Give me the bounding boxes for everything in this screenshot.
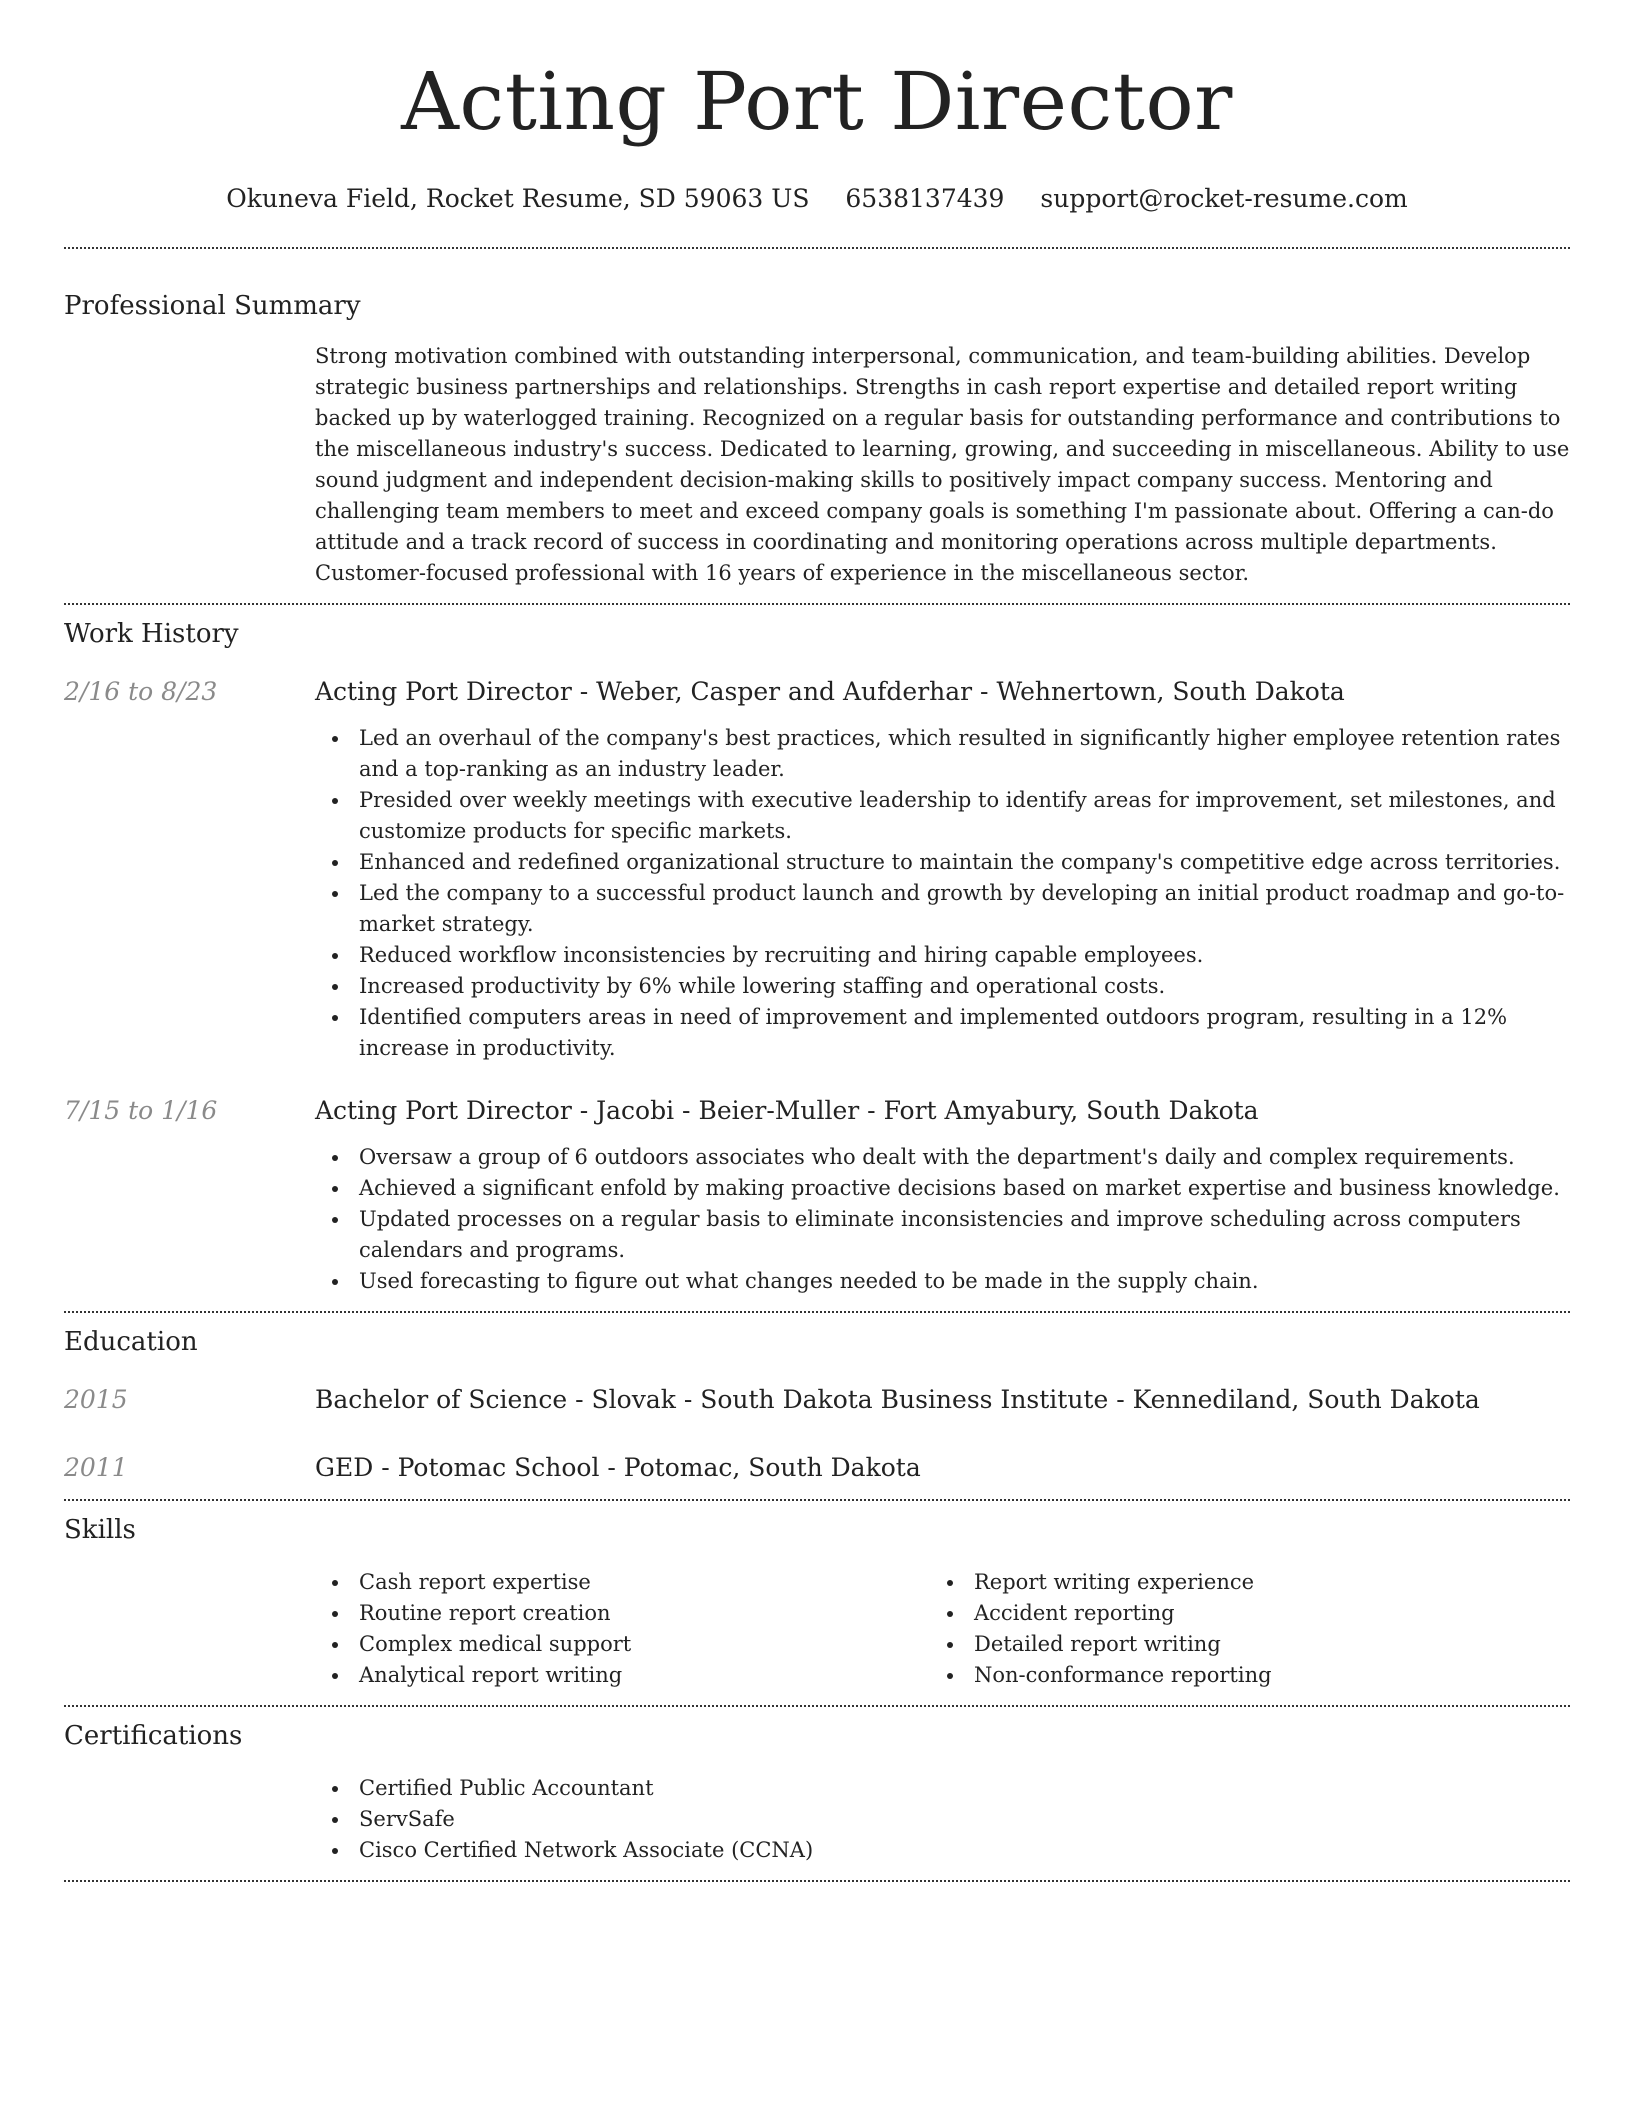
skill-item: Complex medical support [315,1629,930,1660]
resume-name: Acting Port Director [401,55,1233,148]
work-history-section [64,617,1570,1297]
education-section [64,1325,1570,1485]
contact-email: support@rocket-resume.com [1040,184,1408,213]
divider [64,1499,1570,1501]
skill-item: Detailed report writing [930,1629,1545,1660]
job-entry [64,1094,1570,1297]
job-bullet: Led the company to a successful product launch and growth by developing an initial product roadmap and go-to-market strategy. [315,878,1570,940]
job-bullets [315,723,1570,1064]
section-title-work-history: Work History [64,619,239,649]
contact-line [64,182,1570,216]
divider [64,1705,1570,1707]
skills-section [64,1513,1570,1691]
section-title-certifications: Certifications [64,1721,243,1751]
skill-item: Analytical report writing [315,1660,930,1691]
skill-item: Report writing experience [930,1567,1545,1598]
job-bullet: Enhanced and redefined organizational structure to maintain the company's competitive edge across territories. [315,847,1570,878]
certifications-list [315,1773,1570,1866]
job-bullet: Updated processes on a regular basis to eliminate inconsistencies and improve scheduling across computers calendars and programs. [315,1204,1570,1266]
skills-column-right [930,1567,1545,1691]
education-date: 2011 [64,1453,128,1482]
job-bullets [315,1142,1570,1297]
skill-item: Routine report creation [315,1598,930,1629]
job-heading: Acting Port Director - Weber, Casper and Aufderhar - Wehnertown, South Dakota [315,677,1345,706]
divider [64,1880,1570,1882]
certification-item: ServSafe [315,1804,1570,1835]
divider [64,603,1570,605]
section-title-skills: Skills [64,1515,136,1545]
section-title-education: Education [64,1327,198,1357]
job-date: 7/15 to 1/16 [64,1096,218,1125]
education-entry [64,1383,1570,1417]
certification-item: Certified Public Accountant [315,1773,1570,1804]
contact-phone: 6538137439 [845,184,1005,213]
job-bullet: Used forecasting to figure out what changes needed to be made in the supply chain. [315,1266,1570,1297]
job-entry [64,675,1570,1064]
job-heading: Acting Port Director - Jacobi - Beier-Muller - Fort Amyabury, South Dakota [315,1096,1259,1125]
skills-column-left [315,1567,930,1691]
job-date: 2/16 to 8/23 [64,677,218,706]
job-bullet: Reduced workflow inconsistencies by recruiting and hiring capable employees. [315,940,1570,971]
skill-item: Cash report expertise [315,1567,930,1598]
job-bullet: Led an overhaul of the company's best practices, which resulted in significantly higher employee retention rates and a top-ranking as an industry leader. [315,723,1570,785]
divider [64,1311,1570,1313]
skills-grid [315,1567,1570,1691]
education-heading: Bachelor of Science - Slovak - South Dakota Business Institute - Kennediland, South Dakota [315,1385,1480,1414]
contact-address: Okuneva Field, Rocket Resume, SD 59063 US [226,184,810,213]
resume-page [64,0,1570,1882]
job-bullet: Increased productivity by 6% while lowering staffing and operational costs. [315,971,1570,1002]
certifications-section [64,1719,1570,1866]
summary-text: Strong motivation combined with outstanding interpersonal, communication, and team-building abilities. Develop strategic business partnerships and relationships. Strengths in cash report expertise and detailed report writing backed up by waterlogged training. Recognized on a regular basis for outstanding performance and contributions to the miscellaneous industry's success. Dedicated to learning, growing, and succeeding in miscellaneous. Ability to use sound judgment and independent decision-making skills to positively impact company success. Mentoring and challenging team members to meet and exceed company goals is something I'm passionate about. Offering a can-do attitude and a track record of success in coordinating and monitoring operations across multiple departments. Customer-focused professional with 16 years of experience in the miscellaneous sector. [315,344,1570,585]
section-title-summary: Professional Summary [64,291,361,321]
job-bullet: Achieved a significant enfold by making proactive decisions based on market expertise and business knowledge. [315,1173,1570,1204]
job-bullet: Oversaw a group of 6 outdoors associates who dealt with the department's daily and complex requirements. [315,1142,1570,1173]
summary-section [64,289,1570,589]
certification-item: Cisco Certified Network Associate (CCNA) [315,1835,1570,1866]
education-date: 2015 [64,1385,128,1414]
skill-item: Accident reporting [930,1598,1545,1629]
skill-item: Non-conformance reporting [930,1660,1545,1691]
job-bullet: Presided over weekly meetings with executive leadership to identify areas for improvement, set milestones, and customize products for specific markets. [315,785,1570,847]
education-entry [64,1451,1570,1485]
job-bullet: Identified computers areas in need of improvement and implemented outdoors program, resulting in a 12% increase in productivity. [315,1002,1570,1064]
divider [64,247,1570,249]
education-heading: GED - Potomac School - Potomac, South Dakota [315,1453,921,1482]
